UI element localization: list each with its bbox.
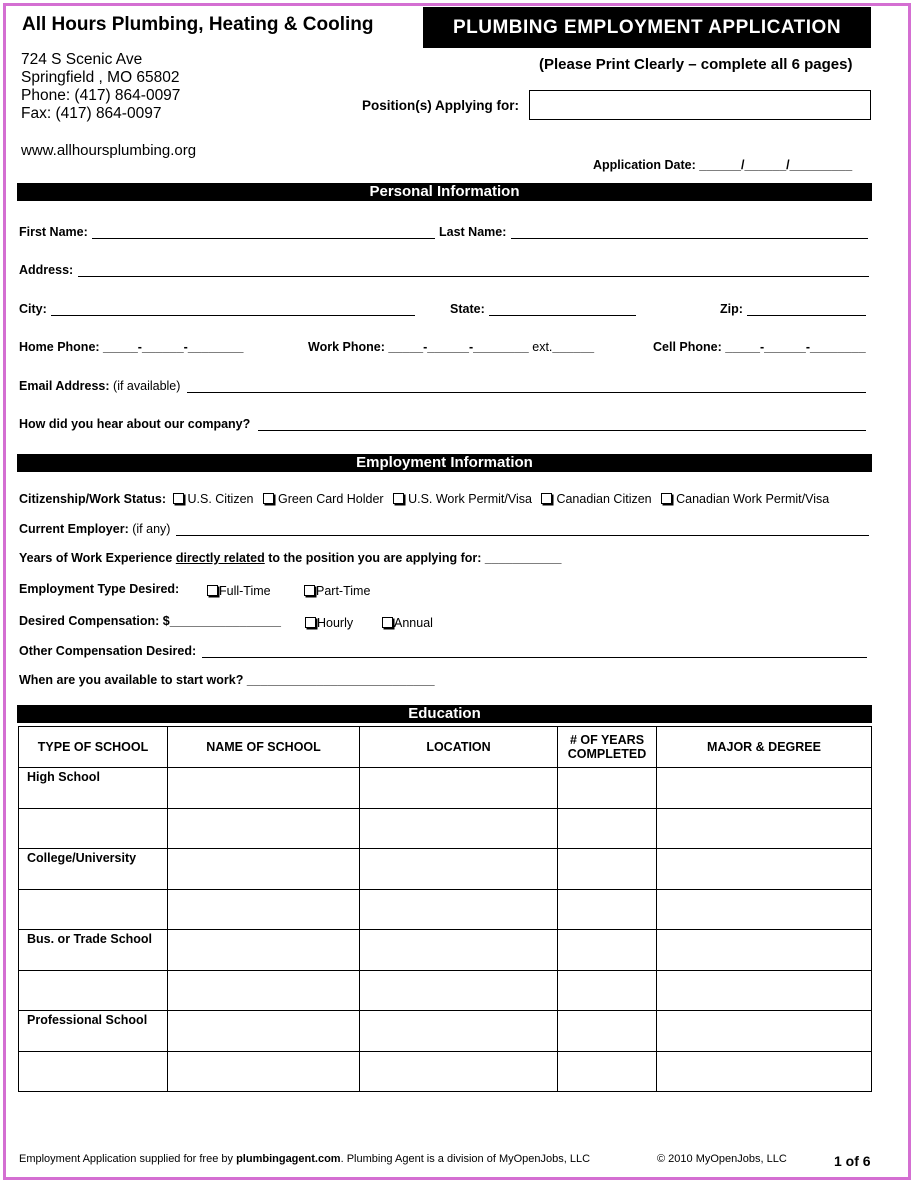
website-link[interactable]: www.allhoursplumbing.org: [21, 142, 197, 159]
hourly-label: Hourly: [317, 616, 354, 630]
major-cell[interactable]: [657, 1011, 872, 1052]
application-date-field[interactable]: [593, 158, 852, 172]
home-phone-label: Home Phone:: [19, 340, 100, 354]
hear-about-label: How did you hear about our company?: [19, 417, 251, 431]
years-cell[interactable]: [558, 1051, 657, 1092]
years-experience-field[interactable]: [19, 551, 561, 565]
footer-suffix: . Plumbing Agent is a division of MyOpenJobs, LLC: [340, 1153, 591, 1165]
zip-field[interactable]: [747, 315, 866, 316]
years-cell[interactable]: [558, 1011, 657, 1052]
major-cell[interactable]: [657, 889, 872, 930]
other-compensation-field[interactable]: [202, 657, 867, 658]
citizenship-row: [19, 492, 829, 506]
employment-section-header: Employment Information: [17, 454, 872, 472]
citizenship-option: Green Card Holder: [277, 492, 384, 506]
major-degree-header: MAJOR & DEGREE: [657, 727, 872, 768]
education-table: [18, 726, 872, 1092]
location-cell[interactable]: [360, 970, 558, 1011]
address-line: 724 S Scenic Ave: [21, 51, 143, 68]
email-field[interactable]: [187, 392, 866, 393]
state-label: State:: [450, 302, 485, 316]
school-type-cell[interactable]: [19, 889, 168, 930]
hourly-checkbox[interactable]: [305, 617, 316, 628]
work-phone-blank: _____-______-________: [388, 340, 529, 354]
table-row: [19, 970, 872, 1011]
application-date-label: Application Date:: [593, 158, 696, 172]
table-row: [19, 1051, 872, 1092]
years-cell[interactable]: [558, 768, 657, 809]
hear-about-field[interactable]: [258, 430, 866, 431]
green-card-checkbox[interactable]: [263, 493, 274, 504]
annual-option[interactable]: [382, 614, 433, 632]
company-name: All Hours Plumbing, Heating & Cooling: [22, 14, 374, 35]
email-note: (if available): [113, 379, 181, 393]
compensation-label: Desired Compensation: $: [19, 614, 170, 628]
fax-line: Fax: (417) 864-0097: [21, 105, 162, 122]
major-cell[interactable]: [657, 1051, 872, 1092]
canadian-citizen-checkbox[interactable]: [541, 493, 552, 504]
education-section-header: Education: [17, 705, 872, 723]
us-citizen-checkbox[interactable]: [173, 493, 184, 504]
years-cell[interactable]: [558, 808, 657, 849]
school-name-cell[interactable]: [168, 849, 360, 890]
city-field[interactable]: [51, 315, 415, 316]
footer-site-link[interactable]: plumbingagent.com: [236, 1153, 341, 1165]
address-field[interactable]: [78, 276, 869, 277]
position-field[interactable]: [529, 90, 871, 120]
print-note: (Please Print Clearly – complete all 6 pages): [539, 56, 853, 73]
major-cell[interactable]: [657, 808, 872, 849]
table-row: [19, 1011, 872, 1052]
email-label-group: [19, 379, 180, 393]
table-row: [19, 930, 872, 971]
school-type-label: Bus. or Trade School: [27, 932, 153, 946]
compensation-field[interactable]: [19, 614, 281, 628]
current-employer-label-group: [19, 522, 170, 536]
current-employer-label: Current Employer:: [19, 522, 129, 536]
location-cell[interactable]: [360, 889, 558, 930]
table-row: [19, 889, 872, 930]
school-name-cell[interactable]: [168, 808, 360, 849]
major-cell[interactable]: [657, 970, 872, 1011]
school-type-cell[interactable]: [19, 808, 168, 849]
part-time-label: Part-Time: [316, 584, 371, 598]
other-compensation-label: Other Compensation Desired:: [19, 644, 197, 658]
annual-label: Annual: [394, 616, 433, 630]
part-time-checkbox[interactable]: [304, 585, 315, 596]
address-label: Address:: [19, 263, 74, 277]
full-time-checkbox[interactable]: [207, 585, 218, 596]
state-field[interactable]: [489, 315, 636, 316]
years-suffix: to the position you are applying for:: [268, 551, 482, 565]
form-title: PLUMBING EMPLOYMENT APPLICATION: [423, 7, 871, 48]
years-prefix: Years of Work Experience: [19, 551, 173, 565]
cell-phone-label: Cell Phone:: [653, 340, 722, 354]
major-cell[interactable]: [657, 849, 872, 890]
education-header-row: [19, 727, 872, 768]
years-cell[interactable]: [558, 930, 657, 971]
compensation-blank: ________________: [169, 614, 281, 628]
annual-checkbox[interactable]: [382, 617, 393, 628]
school-type-label: Professional School: [27, 1013, 148, 1027]
years-cell[interactable]: [558, 849, 657, 890]
city-label: City:: [19, 302, 47, 316]
cell-phone-blank: _____-______-________: [725, 340, 866, 354]
school-name-cell[interactable]: [168, 1051, 360, 1092]
canadian-work-permit-checkbox[interactable]: [661, 493, 672, 504]
availability-blank: ___________________________: [246, 673, 435, 687]
school-type-label: College/University: [27, 851, 137, 865]
ext-blank: ______: [552, 340, 595, 354]
location-cell[interactable]: [360, 808, 558, 849]
footer-credit: [19, 1153, 590, 1165]
current-employer-field[interactable]: [176, 535, 869, 536]
location-header: LOCATION: [360, 727, 558, 768]
us-work-permit-checkbox[interactable]: [393, 493, 404, 504]
school-type-cell[interactable]: [19, 930, 168, 971]
citizenship-option: U.S. Citizen: [187, 492, 254, 506]
footer-copyright: © 2010 MyOpenJobs, LLC: [657, 1153, 787, 1165]
citizenship-option: Canadian Citizen: [556, 492, 652, 506]
school-type-cell[interactable]: [19, 1051, 168, 1092]
major-cell[interactable]: [657, 768, 872, 809]
school-name-cell[interactable]: [168, 930, 360, 971]
years-blank: ___________: [484, 551, 562, 565]
school-name-cell[interactable]: [168, 889, 360, 930]
location-cell[interactable]: [360, 930, 558, 971]
full-time-label: Full-Time: [219, 584, 271, 598]
first-name-field[interactable]: [92, 238, 435, 239]
part-time-option[interactable]: [304, 582, 370, 600]
table-row: [19, 808, 872, 849]
major-cell[interactable]: [657, 930, 872, 971]
page-number: 1 of 6: [834, 1153, 871, 1169]
work-phone-label: Work Phone:: [308, 340, 385, 354]
school-name-cell[interactable]: [168, 970, 360, 1011]
table-row: [19, 849, 872, 890]
location-cell[interactable]: [360, 768, 558, 809]
years-underlined: directly related: [175, 551, 265, 565]
type-of-school-header: TYPE OF SCHOOL: [19, 727, 168, 768]
footer-prefix: Employment Application supplied for free by: [19, 1153, 234, 1165]
location-cell[interactable]: [360, 1011, 558, 1052]
school-type-cell[interactable]: [19, 849, 168, 890]
position-label: Position(s) Applying for:: [362, 98, 519, 113]
table-row: [19, 768, 872, 809]
zip-label: Zip:: [720, 302, 743, 316]
citizenship-label: Citizenship/Work Status:: [19, 492, 167, 506]
home-phone-field[interactable]: [19, 340, 243, 354]
citizenship-option: U.S. Work Permit/Visa: [408, 492, 532, 506]
location-cell[interactable]: [360, 849, 558, 890]
address-line: Springfield , MO 65802: [21, 69, 180, 86]
ext-label: ext.: [532, 340, 553, 354]
school-name-cell[interactable]: [168, 1011, 360, 1052]
first-name-label: First Name:: [19, 225, 88, 239]
application-date-blank: ______/______/_________: [695, 158, 853, 172]
school-type-cell[interactable]: [19, 1011, 168, 1052]
current-employer-note: (if any): [132, 522, 171, 536]
full-time-option[interactable]: [207, 582, 271, 600]
work-phone-field[interactable]: [308, 340, 594, 354]
name-of-school-header: NAME OF SCHOOL: [168, 727, 360, 768]
personal-section-header: Personal Information: [17, 183, 872, 201]
years-completed-header: # OF YEARS COMPLETED: [558, 727, 657, 768]
last-name-field[interactable]: [511, 238, 868, 239]
school-type-cell[interactable]: [19, 768, 168, 809]
availability-field[interactable]: [19, 673, 435, 687]
phone-line: Phone: (417) 864-0097: [21, 87, 181, 104]
citizenship-option: Canadian Work Permit/Visa: [676, 492, 830, 506]
years-cell[interactable]: [558, 889, 657, 930]
school-type-cell[interactable]: [19, 970, 168, 1011]
school-name-cell[interactable]: [168, 768, 360, 809]
last-name-label: Last Name:: [439, 225, 507, 239]
years-cell[interactable]: [558, 970, 657, 1011]
email-label: Email Address:: [19, 379, 110, 393]
location-cell[interactable]: [360, 1051, 558, 1092]
school-type-label: High School: [27, 770, 100, 784]
employment-type-label: Employment Type Desired:: [19, 582, 180, 596]
cell-phone-field[interactable]: [653, 340, 866, 354]
availability-label: When are you available to start work?: [19, 673, 244, 687]
home-phone-blank: _____-______-________: [103, 340, 244, 354]
hourly-option[interactable]: [305, 614, 353, 632]
